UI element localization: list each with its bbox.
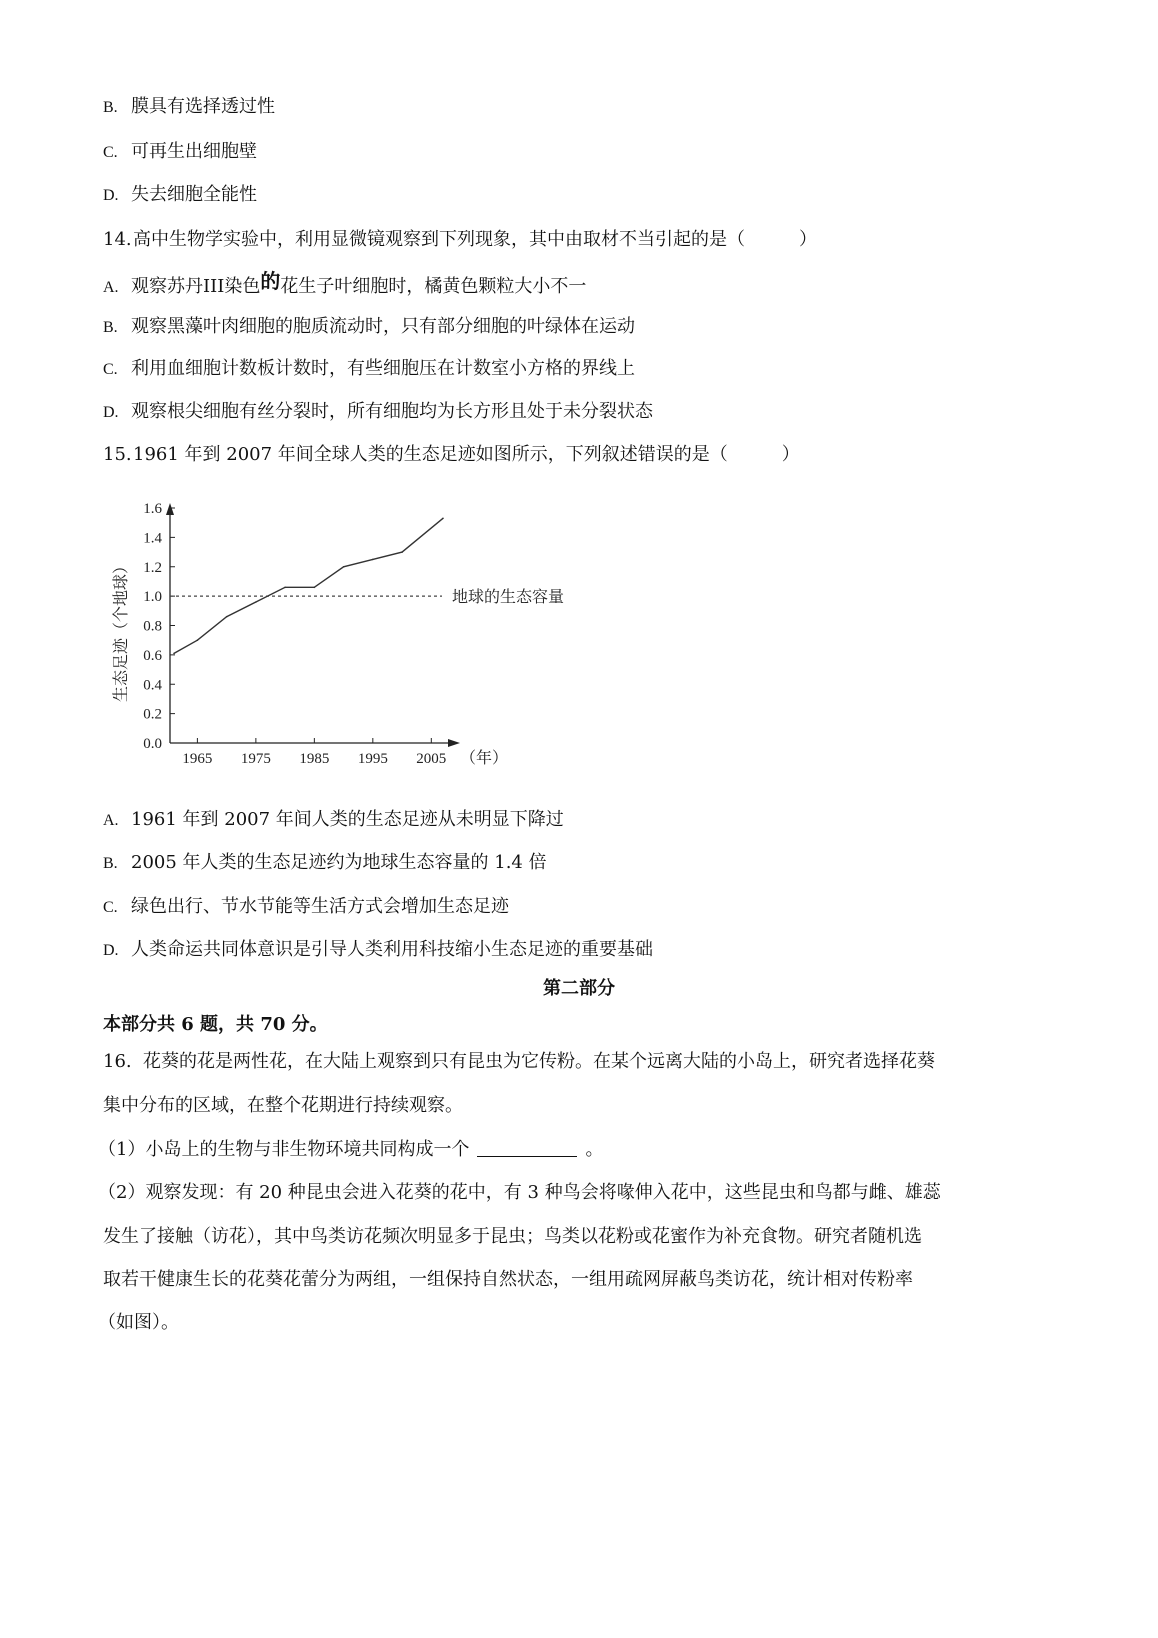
option-letter: D. [103,187,119,204]
question-number: 14. [103,229,132,250]
q15-option-b [103,851,547,876]
data-point [226,616,228,618]
ecological-footprint-chart [100,500,620,790]
q16-stem-line2: 集中分布的区域，在整个花期进行持续观察。 [103,1095,463,1116]
series-line [174,518,443,653]
option-letter: B. [103,855,118,872]
x-tick-label: 1985 [299,751,330,767]
q16-sub1 [98,1138,603,1162]
data-point [284,587,286,589]
option-letter: D. [103,404,119,421]
q13-option-d [103,183,257,208]
sub1-end: 。 [585,1139,604,1160]
data-point [173,653,175,655]
q16-sub2-line2: 发生了接触（访花），其中鸟类访花频次明显多于昆虫；鸟类以花粉或花蜜作为补充食物。研究者随机选 [103,1226,922,1247]
option-letter: C. [103,144,118,161]
q14-option-a [103,269,587,300]
q16-sub2-line1: （2）观察发现：有 20 种昆虫会进入花葵的花中，有 3 种鸟会将喙伸入花中，这些昆虫和鸟都与雌、雄蕊 [98,1182,941,1203]
y-tick-label: 1.0 [143,589,162,606]
option-letter: B. [103,319,118,336]
y-tick-label: 0.8 [143,618,162,635]
x-tick-label: 1995 [357,751,388,767]
question-text: 1961 年到 2007 年间全球人类的生态足迹如图所示，下列叙述错误的是（ ） [133,444,800,465]
data-point [314,587,316,589]
q13-option-c [103,140,257,165]
option-text: 失去细胞全能性 [131,184,257,205]
y-tick-label: 1.2 [143,559,162,576]
question-text: 花葵的花是两性花，在大陆上观察到只有昆虫为它传粉。在某个远离大陆的小岛上，研究者选择花葵 [143,1051,935,1072]
chart-axes [166,503,460,747]
part2-intro: 本部分共 6 题，共 70 分。 [103,1014,328,1035]
option-text: 1961 年到 2007 年间人类的生态足迹从未明显下降过 [131,809,564,830]
question-text: 高中生物学实验中，利用显微镜观察到下列现象，其中由取材不当引起的是（ ） [133,229,817,250]
q14-option-c [103,357,635,382]
data-point [442,517,444,519]
option-letter: C. [103,361,118,378]
data-point [197,639,199,641]
option-letter: A. [103,279,119,296]
reference-line-label: 地球的生态容量 [452,587,565,607]
option-text: 绿色出行、节水节能等生活方式会增加生态足迹 [131,896,509,917]
q15-option-a [103,808,564,833]
data-point [255,601,257,603]
part2-heading: 第二部分 [543,978,615,999]
answer-blank[interactable] [477,1138,577,1157]
q14-stem [103,228,817,252]
question-number: 16. [103,1051,132,1072]
q15-option-d [103,938,653,963]
q15-option-c [103,895,509,920]
option-text: 观察根尖细胞有丝分裂时，所有细胞均为长方形且处于未分裂状态 [131,401,653,422]
q14-option-b [103,315,635,340]
option-letter: A. [103,812,119,829]
q13-option-b [103,95,275,120]
q16-stem-line1 [103,1050,935,1074]
x-axis-label: （年） [460,748,509,767]
x-tick-label: 1975 [240,751,271,767]
y-tick-label: 0.6 [143,647,162,664]
option-letter: B. [103,99,118,116]
option-letter: D. [103,942,119,959]
x-tick-label: 2005 [416,751,447,767]
y-axis-label: 生态足迹（个地球） [111,557,130,703]
data-point [343,566,345,568]
y-tick-label: 0.0 [143,736,162,752]
y-tick-label: 1.6 [143,501,162,517]
option-text: 利用血细胞计数板计数时，有些细胞压在计数室小方格的界线上 [131,358,635,379]
y-axis-arrow [166,503,174,515]
option-letter: C. [103,899,118,916]
q14-option-d [103,400,653,425]
x-tick-label: 1965 [182,751,213,767]
x-axis-arrow [448,739,460,747]
option-text: 观察黑藻叶肉细胞的胞质流动时，只有部分细胞的叶绿体在运动 [131,316,635,337]
question-number: 15. [103,444,132,465]
q15-stem [103,443,800,467]
sub1-text: （1）小岛上的生物与非生物环境共同构成一个 [98,1139,470,1160]
option-text: 2005 年人类的生态足迹约为地球生态容量的 1.4 倍 [131,852,547,873]
option-text-mark: 的 [260,269,281,293]
y-tick-label: 0.4 [143,677,162,694]
option-text: 人类命运共同体意识是引导人类利用科技缩小生态足迹的重要基础 [131,939,653,960]
option-text-pre: 观察苏丹III染色 [131,276,261,297]
data-point [372,559,374,561]
option-text-post: 花生子叶细胞时，橘黄色颗粒大小不一 [280,276,587,297]
q16-sub2-line3: 取若干健康生长的花葵花蕾分为两组，一组保持自然状态，一组用疏网屏蔽鸟类访花，统计相对传粉率 [103,1269,913,1290]
y-tick-label: 0.2 [143,706,162,723]
q16-sub2-line4: （如图）。 [98,1312,179,1333]
data-point [401,551,403,553]
y-tick-label: 1.4 [143,530,162,547]
option-text: 可再生出细胞壁 [131,141,257,162]
option-text: 膜具有选择透过性 [131,96,275,117]
